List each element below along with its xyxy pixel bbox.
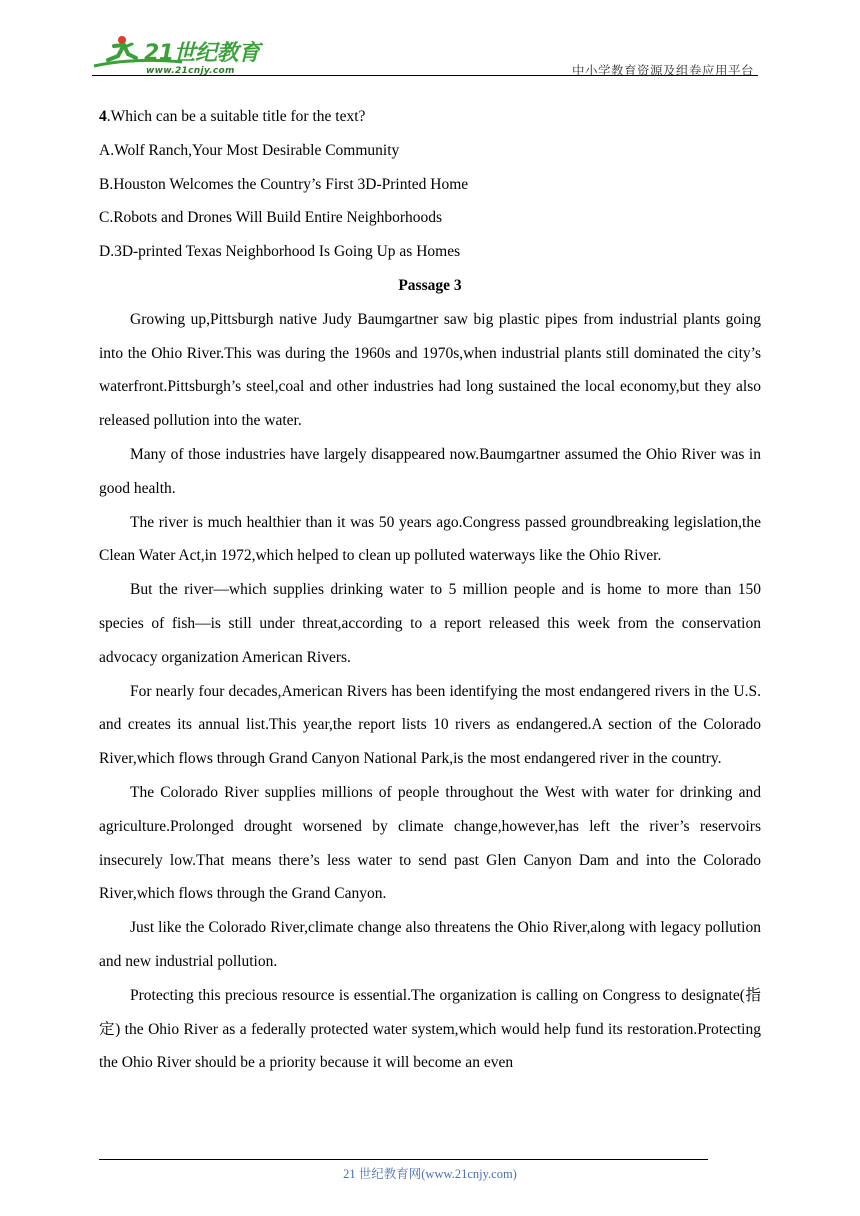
footer-divider [99, 1159, 708, 1160]
option-c: C.Robots and Drones Will Build Entire Neighborhoods [99, 209, 443, 227]
paragraph: Many of those industries have largely disappeared now.Baumgartner assumed the Ohio River was in good health. [99, 445, 761, 497]
paragraph: The river is much healthier than it was 50 years ago.Congress passed groundbreaking legislation,the Clean Water Act,in 1972,which helped to clean up polluted waterways like the Ohio River. [99, 513, 761, 565]
passage-title: Passage 3 [398, 276, 462, 294]
page-header [92, 26, 758, 78]
question-number: 4 [99, 108, 107, 125]
page-footer[interactable]: 21 世纪教育网(www.21cnjy.com) [343, 1167, 517, 1181]
option-a: A.Wolf Ranch,Your Most Desirable Community [99, 141, 400, 159]
site-logo[interactable] [92, 32, 262, 76]
header-divider [92, 75, 758, 76]
question-text: .Which can be a suitable title for the text? [106, 108, 366, 125]
logo-url: www.21cnjy.com [146, 66, 235, 76]
logo-text: 21世纪教育 [144, 41, 260, 66]
option-b: B.Houston Welcomes the Country’s First 3D-Printed Home [99, 175, 469, 193]
platform-tagline: 中小学教育资源及组卷应用平台 [571, 63, 754, 78]
paragraph: Growing up,Pittsburgh native Judy Baumgartner saw big plastic pipes from industrial plants going into the Ohio River.This was during the 1960s and 1970s,when industrial plants still dominated the city’s waterfront.Pittsburgh’s steel,coal and other industries had long sustained the local economy,but they also released pollution into the water. [99, 310, 761, 430]
paragraph: The Colorado River supplies millions of people throughout the West with water for drinking and agriculture.Prolonged drought worsened by climate change,however,has left the river’s reservoirs insecurely low.That means there’s less water to send past Glen Canyon Dam and into the Colorado River,which flows through the Grand Canyon. [99, 783, 761, 903]
paragraph: But the river—which supplies drinking water to 5 million people and is home to more than 150 species of fish—is still under threat,according to a report released this week from the conservation advocacy organization American Rivers. [99, 581, 761, 666]
option-d: D.3D-printed Texas Neighborhood Is Going Up as Homes [99, 243, 461, 261]
paragraph: For nearly four decades,American Rivers has been identifying the most endangered rivers in the U.S. and creates its annual list.This year,the report lists 10 rivers as endangered.A section of the Colorado River,which flows through Grand Canyon National Park,is the most endangered river in the country. [99, 682, 761, 768]
question-stem [99, 100, 761, 134]
document-body [99, 100, 761, 1080]
paragraph: Protecting this precious resource is essential.The organization is calling on Congress to designate(指定) the Ohio River as a federally protected water system,which would help fund its restoration.Protecting the Ohio River should be a priority because it will become an even [99, 986, 761, 1072]
paragraph: Just like the Colorado River,climate change also threatens the Ohio River,along with legacy pollution and new industrial pollution. [99, 919, 761, 970]
